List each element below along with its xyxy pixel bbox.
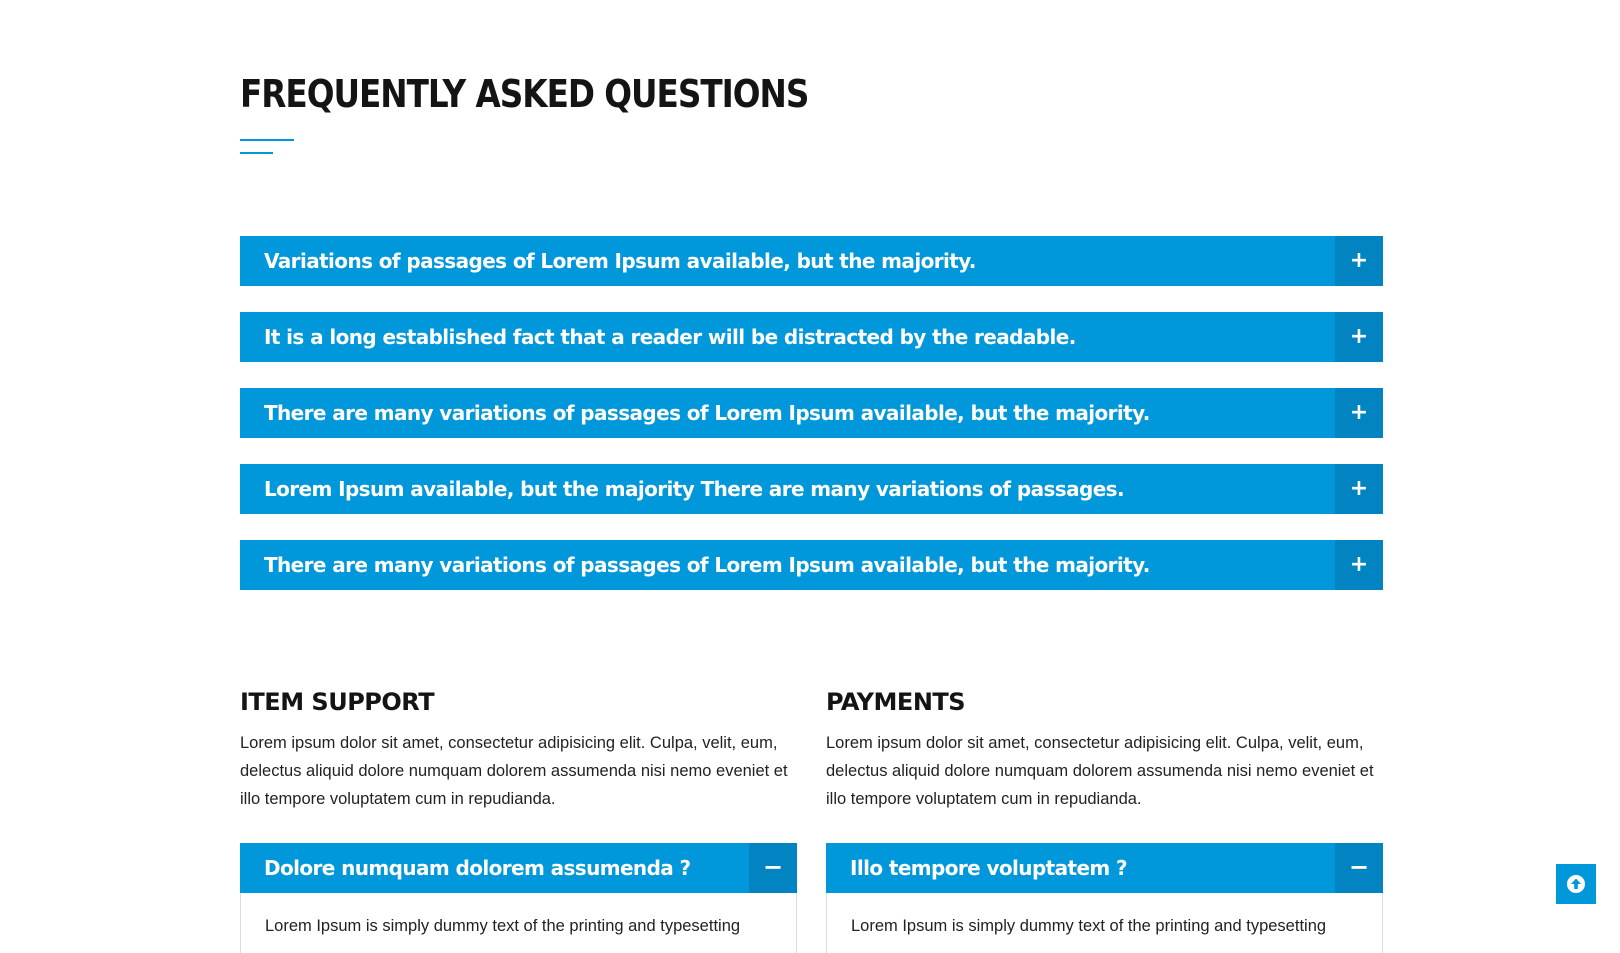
plus-icon[interactable]: + [1335, 388, 1383, 438]
accordion-question: Dolore numquam dolorem assumenda ? [264, 856, 691, 880]
faq-item-3[interactable] [240, 388, 1383, 438]
item-support-text: Lorem ipsum dolor sit amet, consectetur adipisicing elit. Culpa, velit, eum, delectus aliquid dolore numquam dolorem assumenda nisi nemo eveniet et illo tempore voluptatem cum in repudianda. [240, 734, 788, 808]
payments-accordion [826, 843, 1383, 953]
item-support-accordion-header[interactable] [240, 843, 797, 893]
plus-icon[interactable]: + [1335, 312, 1383, 362]
title-underline-short [240, 152, 273, 154]
faq-item-1[interactable] [240, 236, 1383, 286]
page-title: FREQUENTLY ASKED QUESTIONS [240, 72, 809, 116]
faq-question: There are many variations of passages of Lorem Ipsum available, but the majority. [264, 553, 1150, 577]
arrow-up-icon [1566, 874, 1586, 894]
title-underline [240, 139, 294, 141]
accordion-body [240, 893, 797, 953]
payments-text: Lorem ipsum dolor sit amet, consectetur adipisicing elit. Culpa, velit, eum, delectus aliquid dolore numquam dolorem assumenda nisi nemo eveniet et illo tempore voluptatem cum in repudianda. [826, 734, 1374, 808]
plus-icon[interactable]: + [1335, 464, 1383, 514]
faq-question: There are many variations of passages of Lorem Ipsum available, but the majority. [264, 401, 1150, 425]
accordion-body [826, 893, 1383, 953]
faq-item-5[interactable] [240, 540, 1383, 590]
faq-item-4[interactable] [240, 464, 1383, 514]
plus-icon[interactable]: + [1335, 540, 1383, 590]
scroll-to-top-button[interactable] [1556, 864, 1596, 904]
item-support-accordion [240, 843, 797, 953]
item-support-heading: ITEM SUPPORT [240, 688, 435, 716]
accordion-question: Illo tempore voluptatem ? [850, 856, 1128, 880]
faq-question: Variations of passages of Lorem Ipsum available, but the majority. [264, 249, 976, 273]
plus-icon[interactable]: + [1335, 236, 1383, 286]
faq-item-2[interactable] [240, 312, 1383, 362]
payments-heading: PAYMENTS [826, 688, 966, 716]
accordion-answer: Lorem Ipsum is simply dummy text of the printing and typesetting [265, 917, 741, 935]
faq-accordion-list [240, 236, 1383, 616]
faq-question: Lorem Ipsum available, but the majority There are many variations of passages. [264, 477, 1124, 501]
payments-accordion-header[interactable] [826, 843, 1383, 893]
accordion-answer: Lorem Ipsum is simply dummy text of the printing and typesetting [851, 917, 1327, 935]
faq-question: It is a long established fact that a reader will be distracted by the readable. [264, 325, 1076, 349]
minus-icon[interactable]: − [749, 843, 797, 893]
minus-icon[interactable]: − [1335, 843, 1383, 893]
